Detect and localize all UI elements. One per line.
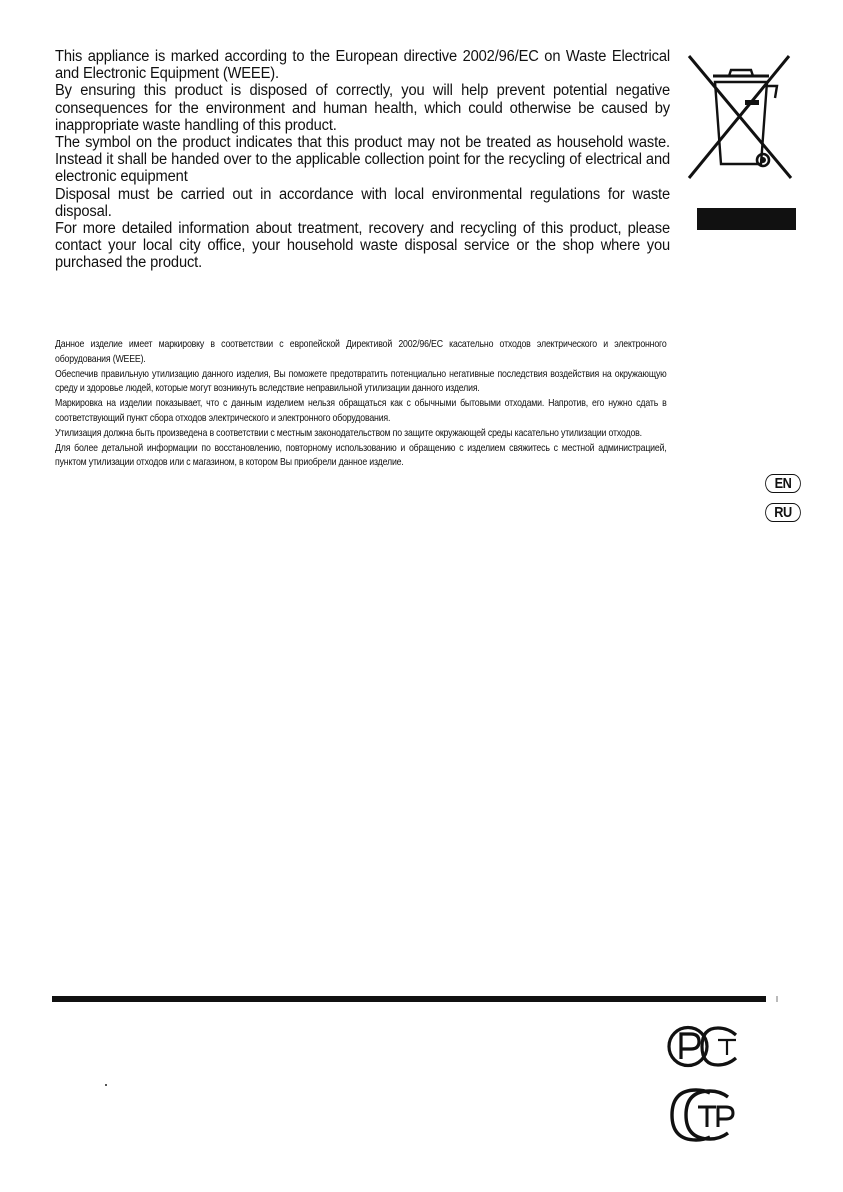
language-badge-en: EN xyxy=(765,474,801,493)
en-paragraph-5: For more detailed information about treatment, recovery and recycling of this product, please contact your local city office, your household waste disposal service or the shop where you purchased the product. xyxy=(55,220,670,272)
english-notice xyxy=(55,48,671,272)
pct-certification-mark-icon xyxy=(666,1023,743,1070)
ru-paragraph-5: Для более детальной информации по восстановлению, повторному использованию и обращению с изделием свяжитесь с местной администрацией, пунктом утилизации отходов или с магазином, в котором Вы приобрели данное изделие. xyxy=(55,442,667,469)
print-speck xyxy=(105,1084,107,1086)
en-paragraph-2: By ensuring this product is disposed of correctly, you will help prevent potential negative consequences for the environment and human health, which could otherwise be caused by inappropriate waste handling of this product. xyxy=(55,82,670,134)
ru-paragraph-4: Утилизация должна быть произведена в соответствии с местным законодательством по защите окружающей среды касательно утилизации отходов. xyxy=(55,427,642,439)
crossed-out-wheelie-bin-icon xyxy=(683,52,795,182)
en-paragraph-3: The symbol on the product indicates that this product may not be treated as household waste. Instead it shall be handed over to the applicable collection point for the recycling of electrical and electronic equipment xyxy=(55,134,670,186)
weee-marking-bar xyxy=(697,208,796,230)
language-badge-ru: RU xyxy=(765,503,801,522)
eac-tr-certification-mark-icon xyxy=(666,1087,743,1143)
ru-paragraph-1: Данное изделие имеет маркировку в соответствии с европейской Директивой 2002/96/EC касательно отходов электрического и электронного оборудования (WEEE). xyxy=(55,339,667,365)
ru-paragraph-3: Маркировка на изделии показывает, что с данным изделием нельзя обращаться как с обычными бытовыми отходами. Напротив, его нужно сдать в соответствующий пункт сбора отходов электрического и электронного оборудования. xyxy=(55,398,667,424)
en-paragraph-4: Disposal must be carried out in accordance with local environmental regulations for waste disposal. xyxy=(55,185,670,220)
footer-divider-tick xyxy=(776,996,778,1002)
en-paragraph-1: This appliance is marked according to the European directive 2002/96/EC on Waste Electrical and Electronic Equipment (WEEE). xyxy=(55,48,670,83)
russian-notice xyxy=(55,338,667,471)
ru-paragraph-2: Обеспечив правильную утилизацию данного изделия, Вы поможете предотвратить потенциально негативные последствия воздействия на окружающую среду и здоровье людей, которые могут возникнуть вследствие неправильной утилизации данного изделия. xyxy=(55,368,667,395)
footer-divider xyxy=(52,996,766,1002)
